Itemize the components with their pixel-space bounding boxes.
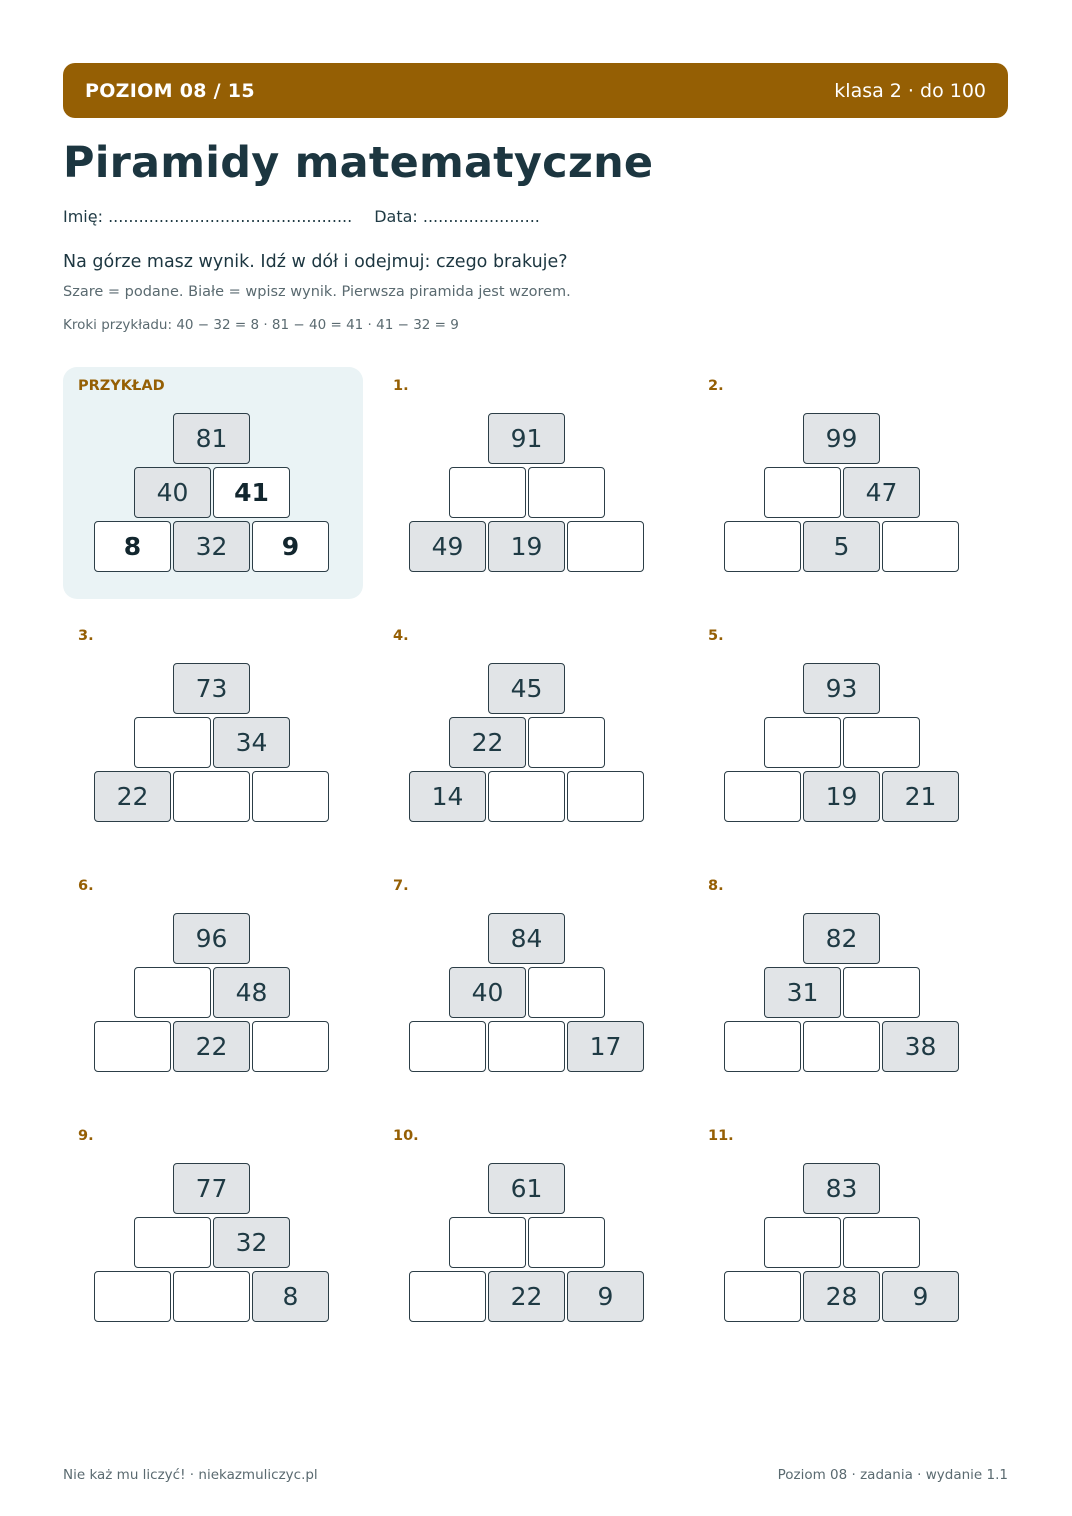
answer-cell[interactable] xyxy=(843,717,920,768)
given-cell: 9 xyxy=(567,1271,644,1322)
answer-cell[interactable] xyxy=(724,771,801,822)
given-cell: 83 xyxy=(803,1163,880,1214)
given-cell: 21 xyxy=(882,771,959,822)
pyramid-label: PRZYKŁAD xyxy=(78,378,165,394)
given-cell: 8 xyxy=(252,1271,329,1322)
given-cell: 34 xyxy=(213,717,290,768)
given-cell: 47 xyxy=(843,467,920,518)
answer-cell[interactable] xyxy=(449,1217,526,1268)
answer-cell[interactable] xyxy=(724,1021,801,1072)
answer-cell[interactable] xyxy=(843,967,920,1018)
footer-brand: Nie każ mu liczyć! · niekazmuliczyc.pl xyxy=(63,1467,318,1483)
instruction-legend: Szare = podane. Białe = wpisz wynik. Pierwsza piramida jest wzorem. xyxy=(63,284,571,300)
answer-cell[interactable]: 9 xyxy=(252,521,329,572)
given-cell: 40 xyxy=(449,967,526,1018)
answer-cell[interactable] xyxy=(94,1021,171,1072)
pyramid-label: 9. xyxy=(78,1128,94,1144)
answer-cell[interactable] xyxy=(528,1217,605,1268)
pyramid-label: 8. xyxy=(708,878,724,894)
given-cell: 19 xyxy=(488,521,565,572)
answer-cell[interactable] xyxy=(173,1271,250,1322)
answer-cell[interactable] xyxy=(567,521,644,572)
given-cell: 32 xyxy=(173,521,250,572)
given-cell: 28 xyxy=(803,1271,880,1322)
footer-edition: Poziom 08 · zadania · wydanie 1.1 xyxy=(777,1467,1008,1483)
answer-cell[interactable] xyxy=(173,771,250,822)
given-cell: 5 xyxy=(803,521,880,572)
pyramid-label: 11. xyxy=(708,1128,734,1144)
given-cell: 14 xyxy=(409,771,486,822)
pyramid-label: 6. xyxy=(78,878,94,894)
given-cell: 99 xyxy=(803,413,880,464)
answer-cell[interactable] xyxy=(449,467,526,518)
answer-cell[interactable] xyxy=(724,521,801,572)
given-cell: 93 xyxy=(803,663,880,714)
given-cell: 31 xyxy=(764,967,841,1018)
pyramid-label: 10. xyxy=(393,1128,419,1144)
given-cell: 82 xyxy=(803,913,880,964)
given-cell: 48 xyxy=(213,967,290,1018)
given-cell: 32 xyxy=(213,1217,290,1268)
given-cell: 22 xyxy=(94,771,171,822)
given-cell: 49 xyxy=(409,521,486,572)
answer-cell[interactable] xyxy=(94,1271,171,1322)
answer-cell[interactable] xyxy=(764,717,841,768)
name-date-line xyxy=(63,207,540,226)
answer-cell[interactable] xyxy=(134,967,211,1018)
level-indicator: POZIOM 08 / 15 xyxy=(85,79,255,102)
given-cell: 40 xyxy=(134,467,211,518)
answer-cell[interactable] xyxy=(409,1271,486,1322)
answer-cell[interactable] xyxy=(252,1021,329,1072)
answer-cell[interactable]: 8 xyxy=(94,521,171,572)
answer-cell[interactable] xyxy=(409,1021,486,1072)
answer-cell[interactable] xyxy=(724,1271,801,1322)
pyramid-label: 3. xyxy=(78,628,94,644)
given-cell: 38 xyxy=(882,1021,959,1072)
header-bar xyxy=(63,63,1008,118)
answer-cell[interactable] xyxy=(134,717,211,768)
answer-cell[interactable] xyxy=(803,1021,880,1072)
pyramid-label: 2. xyxy=(708,378,724,394)
given-cell: 22 xyxy=(488,1271,565,1322)
answer-cell[interactable] xyxy=(882,521,959,572)
given-cell: 91 xyxy=(488,413,565,464)
answer-cell[interactable] xyxy=(252,771,329,822)
answer-cell[interactable]: 41 xyxy=(213,467,290,518)
answer-cell[interactable] xyxy=(134,1217,211,1268)
date-field[interactable]: Data: ....................... xyxy=(374,207,540,226)
answer-cell[interactable] xyxy=(528,467,605,518)
given-cell: 22 xyxy=(449,717,526,768)
given-cell: 81 xyxy=(173,413,250,464)
given-cell: 77 xyxy=(173,1163,250,1214)
answer-cell[interactable] xyxy=(843,1217,920,1268)
answer-cell[interactable] xyxy=(567,771,644,822)
pyramid-label: 5. xyxy=(708,628,724,644)
grade-label: klasa 2 · do 100 xyxy=(834,79,986,102)
example-steps: Kroki przykładu: 40 − 32 = 8 · 81 − 40 = 41 · 41 − 32 = 9 xyxy=(63,317,459,333)
instruction-main: Na górze masz wynik. Idź w dół i odejmuj: czego brakuje? xyxy=(63,252,568,272)
name-field[interactable]: Imię: ................................................ xyxy=(63,207,353,226)
pyramid-label: 4. xyxy=(393,628,409,644)
answer-cell[interactable] xyxy=(764,1217,841,1268)
page-title: Piramidy matematyczne xyxy=(63,138,654,188)
given-cell: 9 xyxy=(882,1271,959,1322)
answer-cell[interactable] xyxy=(528,967,605,1018)
answer-cell[interactable] xyxy=(764,467,841,518)
given-cell: 84 xyxy=(488,913,565,964)
answer-cell[interactable] xyxy=(488,771,565,822)
answer-cell[interactable] xyxy=(528,717,605,768)
given-cell: 19 xyxy=(803,771,880,822)
given-cell: 45 xyxy=(488,663,565,714)
pyramid-label: 7. xyxy=(393,878,409,894)
pyramid-label: 1. xyxy=(393,378,409,394)
given-cell: 73 xyxy=(173,663,250,714)
given-cell: 22 xyxy=(173,1021,250,1072)
answer-cell[interactable] xyxy=(488,1021,565,1072)
given-cell: 17 xyxy=(567,1021,644,1072)
given-cell: 96 xyxy=(173,913,250,964)
given-cell: 61 xyxy=(488,1163,565,1214)
